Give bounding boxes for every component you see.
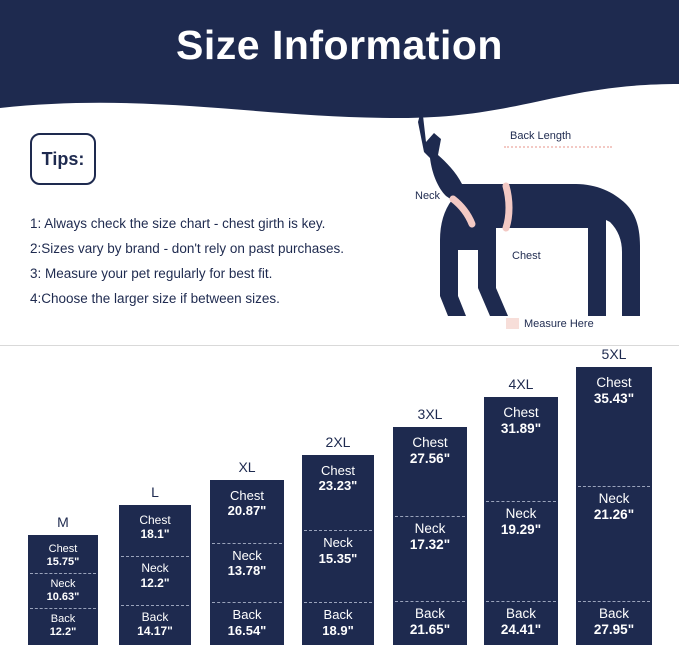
size-xl-back: Back 16.54" <box>212 602 282 640</box>
size-l-back: Back 14.17" <box>121 605 189 640</box>
size-5xl-neck: Neck 21.26" <box>578 486 650 525</box>
tips-list <box>30 211 400 311</box>
size-m-neck: Neck 10.63" <box>30 573 96 606</box>
back-length-label: Back Length <box>510 130 572 142</box>
size-label-m: M <box>57 514 69 530</box>
size-2xl-chest: Chest 23.23" <box>318 463 358 494</box>
size-column-m <box>28 514 98 645</box>
size-column-3xl <box>393 406 467 645</box>
size-2xl-back: Back 18.9" <box>304 602 372 640</box>
tips-badge-label: Tips: <box>41 148 85 169</box>
size-3xl-back: Back 21.65" <box>395 601 465 640</box>
neck-label: Neck <box>415 190 441 202</box>
size-label-l: L <box>151 484 159 500</box>
size-label-5xl: 5XL <box>601 346 627 362</box>
size-column-l <box>119 484 191 645</box>
size-label-xl: XL <box>238 459 256 475</box>
tip-item-1: 1: Always check the size chart - chest girth is key. <box>30 216 326 231</box>
tip-item-2: 2:Sizes vary by brand - don't rely on past purchases. <box>30 241 344 256</box>
size-column-5xl <box>576 346 652 645</box>
size-column-4xl <box>484 376 558 645</box>
dog-measurement-diagram <box>400 100 679 340</box>
page-title: Size Information <box>176 22 503 68</box>
size-label-4xl: 4XL <box>508 376 534 392</box>
size-l-chest: Chest 18.1" <box>139 513 171 542</box>
size-column-2xl <box>302 434 374 645</box>
measure-here-label: Measure Here <box>524 318 594 330</box>
size-4xl-back: Back 24.41" <box>486 601 556 640</box>
size-chart <box>0 345 679 651</box>
tip-item-4: 4:Choose the larger size if between sizes. <box>30 291 280 306</box>
size-3xl-chest: Chest 27.56" <box>409 435 451 466</box>
size-5xl-back: Back 27.95" <box>578 601 650 640</box>
size-label-2xl: 2XL <box>325 434 351 450</box>
chest-label: Chest <box>512 250 541 262</box>
size-l-neck: Neck 12.2" <box>121 556 189 591</box>
size-column-xl <box>210 459 284 645</box>
tip-item-3: 3: Measure your pet regularly for best fit. <box>30 266 273 281</box>
size-m-chest: Chest 15.75" <box>46 543 80 568</box>
size-5xl-chest: Chest 35.43" <box>593 375 635 406</box>
size-xl-neck: Neck 13.78" <box>212 543 282 581</box>
size-xl-chest: Chest 20.87" <box>227 488 267 519</box>
measure-here-swatch <box>506 318 519 329</box>
size-label-3xl: 3XL <box>417 406 443 422</box>
size-4xl-neck: Neck 19.29" <box>486 501 556 540</box>
tips-badge <box>30 133 96 185</box>
size-3xl-neck: Neck 17.32" <box>395 516 465 555</box>
size-2xl-neck: Neck 15.35" <box>304 530 372 568</box>
back-length-guide-line <box>504 146 612 148</box>
size-4xl-chest: Chest 31.89" <box>500 405 542 436</box>
size-m-back: Back 12.2" <box>30 608 96 641</box>
